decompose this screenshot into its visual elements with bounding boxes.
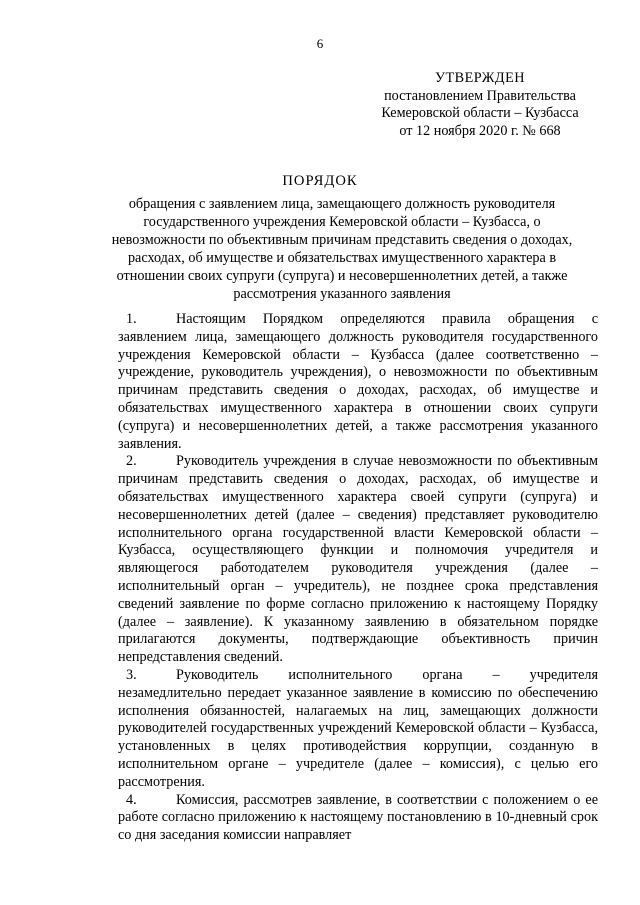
- paragraph-text: Руководитель исполнительного органа – учредителя незамедлительно передает указанное заявление в комиссию по обеспечению исполнения обязанностей, налагаемых на лиц, замещающих должности руководителей государственных учреждений Кемеровской области – Кузбасса, установленных в целях противодействия коррупции, созданную в исполнительном органе – учредителе (далее – комиссия), с целью его рассмотрения.: [118, 666, 598, 790]
- document-body: [118, 311, 598, 845]
- paragraph-number: 2.: [126, 453, 137, 470]
- approval-line: постановлением Правительства: [384, 87, 576, 104]
- page-number: 6: [316, 36, 324, 51]
- approval-date: от 12 ноября 2020 г. № 668: [399, 122, 561, 139]
- paragraph-text: Руководитель учреждения в случае невозможности по объективным причинам представить сведения о доходах, расходах, об имуществе и обязательствах имущественного характера своей супруги (супруга) и несовершеннолетних детей (далее – сведения) представляет руководителю исполнительного органа государственной власти Кемеровской области – Кузбасса, осуществляющего функции и полномочия учредителя и являющегося работодателем руководителя учреждения (далее – исполнительный орган – учредитель), не позднее срока представления сведений заявление по форме согласно приложению к настоящему Порядку (далее – заявление). К указанному заявлению в обязательном порядке прилагаются документы, подтверждающие объективность причин непредставления сведений.: [118, 453, 598, 666]
- document-subtitle: обращения с заявлением лица, замещающего должность руководителя государственного учреждения Кемеровской области – Кузбасса, о невозможности по объективным причинам представить сведения о доходах, расходах, об имуществе и обязательствах имущественного характера в отношении своих супруги (супруга) и несовершеннолетних детей, а также рассмотрения указанного заявления: [111, 196, 573, 302]
- paragraph-text: Настоящим Порядком определяются правила обращения с заявлением лица, замещающего должность руководителя государственного учреждения Кемеровской области – Кузбасса (далее соответственно – учреждение, руководитель учреждения), о невозможности по объективным причинам представить сведения о доходах, расходах, об имуществе и обязательствах имущественного характера в отношении своих супруги (супруга) и несовершеннолетних детей, а также рассмотрения указанного заявления.: [118, 311, 598, 452]
- approval-title: УТВЕРЖДЕН: [434, 70, 526, 86]
- approval-line: Кемеровской области – Кузбасса: [381, 105, 579, 122]
- paragraph-number: 1.: [126, 311, 137, 327]
- approval-stamp: [360, 70, 600, 140]
- paragraph: [118, 453, 598, 667]
- paragraph: [118, 311, 598, 453]
- paragraph: [118, 792, 598, 845]
- paragraph-number: 4.: [126, 791, 137, 808]
- paragraph-number: 3.: [126, 666, 137, 683]
- document-title: ПОРЯДОК: [282, 173, 358, 189]
- paragraph-text: Комиссия, рассмотрев заявление, в соответствии с положением о ее работе согласно приложению к настоящему постановлению в 10-дневный срок со дня заседания комиссии направляет: [118, 791, 598, 844]
- paragraph: [118, 667, 598, 792]
